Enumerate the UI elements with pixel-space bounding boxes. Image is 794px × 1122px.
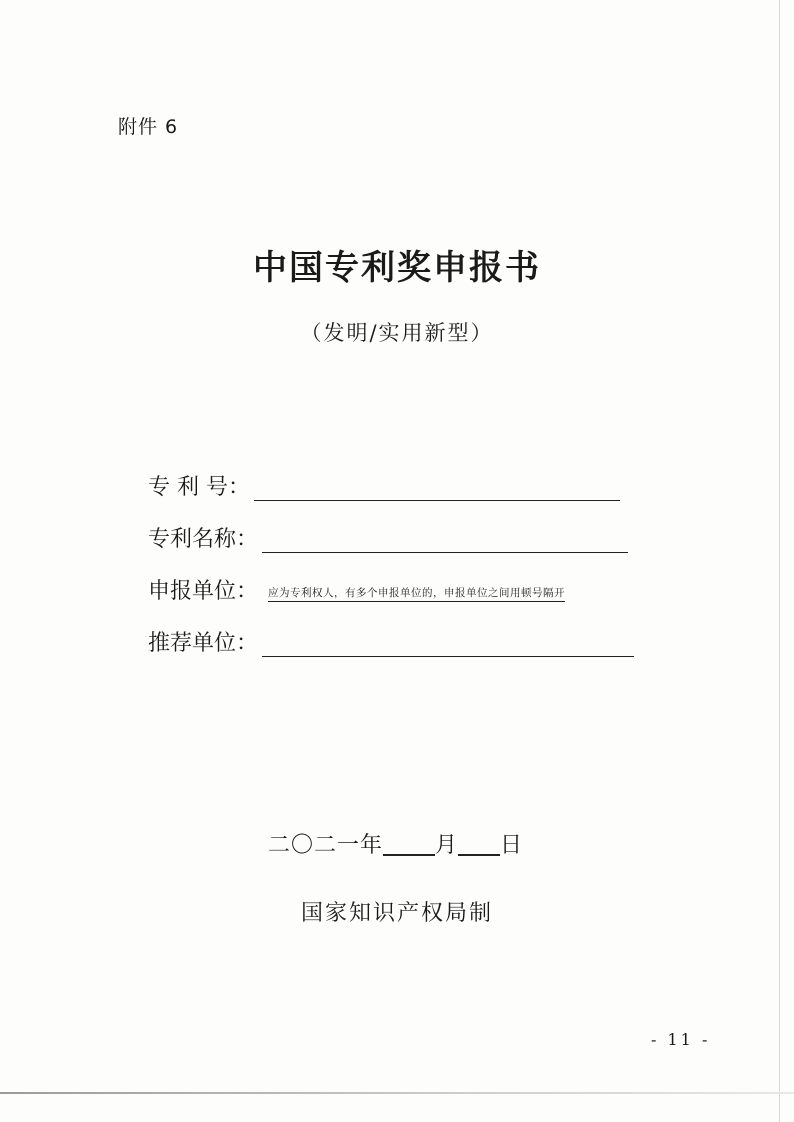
patent-number-input-line[interactable] [254,480,620,501]
patent-name-label: 专利名称： [148,527,259,552]
patent-number-field [148,472,620,504]
date-line [268,828,523,859]
date-year: 二〇二一年 [268,833,384,858]
issuer-label: 国家知识产权局制 [300,901,493,926]
scan-edge-bottom [0,1092,794,1094]
patent-number-label: 专 利 号： [148,475,250,500]
date-month: 月 [435,833,459,858]
applicant-field [148,576,565,608]
month-blank[interactable] [383,834,435,856]
scan-edge-right [779,0,780,1122]
document-subtitle: （发明/实用新型） [300,321,494,345]
recommender-field [148,628,634,660]
recommender-label: 推荐单位： [148,631,259,656]
patent-name-input-line[interactable] [262,532,628,553]
attachment-label: 附件 6 [118,116,179,138]
date-day: 日 [500,833,524,858]
day-blank[interactable] [458,834,500,856]
applicant-hint[interactable]: 应为专利权人，有多个申报单位的，申报单位之间用顿号隔开 [268,585,565,602]
patent-name-field [148,524,628,556]
page-number: - 11 - [651,1030,711,1049]
recommender-input-line[interactable] [262,636,634,657]
document-title: 中国专利奖申报书 [253,248,541,288]
applicant-label: 申报单位： [148,579,259,604]
